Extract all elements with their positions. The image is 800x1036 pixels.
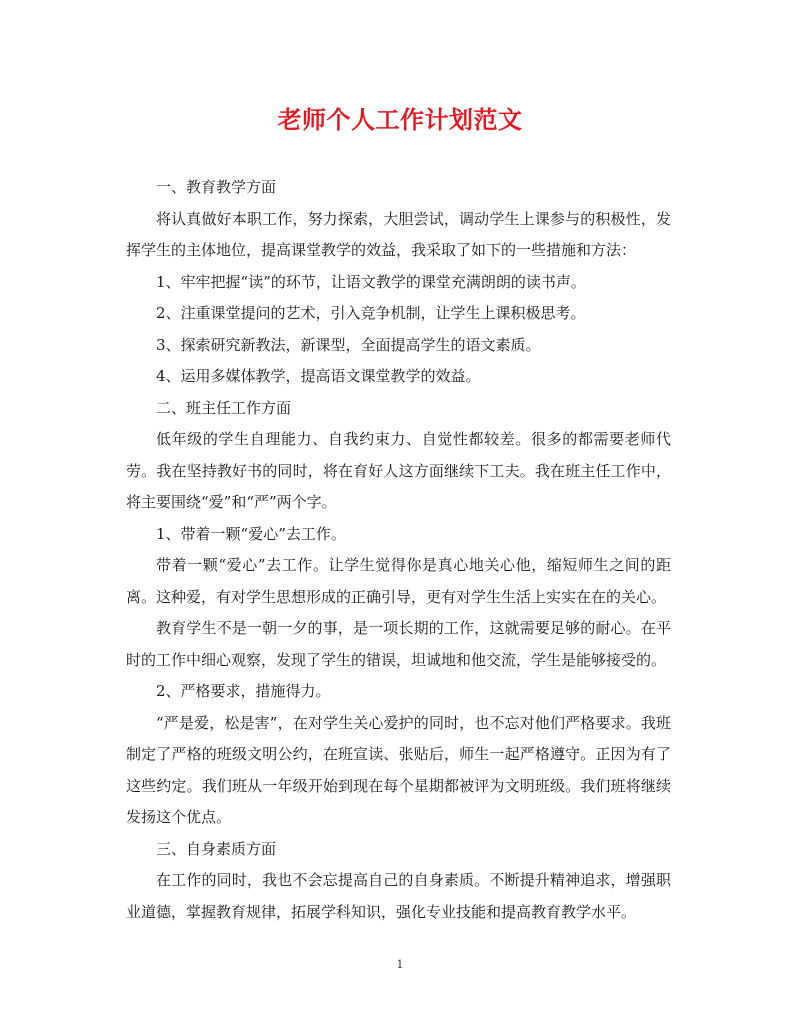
section-heading: 二、班主任工作方面 bbox=[156, 398, 292, 417]
paragraph: 带着一颗“爱心”去工作。让学生觉得你是真心地关心他，缩短师生之间的距离。这种爱，有对学生思想形成的正确引导，更有对学生生活上实实在在的关心。 bbox=[126, 556, 671, 606]
list-item: 4、运用多媒体教学，提高语文课堂教学的效益。 bbox=[156, 367, 481, 385]
subheading: 2、严格要求，措施得力。 bbox=[156, 682, 331, 700]
list-item: 1、牢牢把握“读”的环节，让语文教学的课堂充满朗朗的读书声。 bbox=[156, 272, 586, 291]
section-heading: 一、教育教学方面 bbox=[156, 178, 277, 196]
page-number: 1 bbox=[396, 958, 404, 971]
paragraph: 低年级的学生自理能力、自我约束力、自觉性都较差。很多的都需要老师代劳。我在坚持教好书的同时，将在育好人这方面继续下工夫。我在班主任工作中，将主要围绕“爱”和“严”两个字。 bbox=[126, 430, 671, 511]
paragraph: 在工作的同时，我也不会忘提高自己的自身素质。不断提升精神追求，增强职业道德，掌握教育规律，拓展学科知识，强化专业技能和提高教育教学水平。 bbox=[126, 871, 671, 921]
list-item: 2、注重课堂提问的艺术，引入竞争机制，让学生上课积极思考。 bbox=[156, 304, 586, 322]
paragraph: “严是爱，松是害”，在对学生关心爱护的同时，也不忘对他们严格要求。我班制定了严格的班级文明公约，在班宣读、张贴后，师生一起严格遵守。正因为有了这些约定。我们班从一年级开始到现在每个星期都被评为文明班级。我们班将继续发扬这个优点。 bbox=[126, 713, 671, 826]
paragraph: 教育学生不是一朝一夕的事，是一项长期的工作，这就需要足够的耐心。在平时的工作中细心观察，发现了学生的错误，坦诚地和他交流，学生是能够接受的。 bbox=[126, 619, 671, 669]
document-title: 老师个人工作计划范文 bbox=[277, 105, 523, 134]
document-body bbox=[126, 172, 671, 928]
list-item: 3、探索研究新教法，新课型，全面提高学生的语文素质。 bbox=[156, 335, 541, 354]
paragraph: 将认真做好本职工作，努力探索，大胆尝试，调动学生上课参与的积极性，发挥学生的主体地位，提高课堂教学的效益，我采取了如下的一些措施和方法： bbox=[126, 209, 671, 259]
subheading: 1、带着一颗“爱心”去工作。 bbox=[156, 524, 346, 543]
section-heading: 三、自身素质方面 bbox=[156, 839, 277, 858]
